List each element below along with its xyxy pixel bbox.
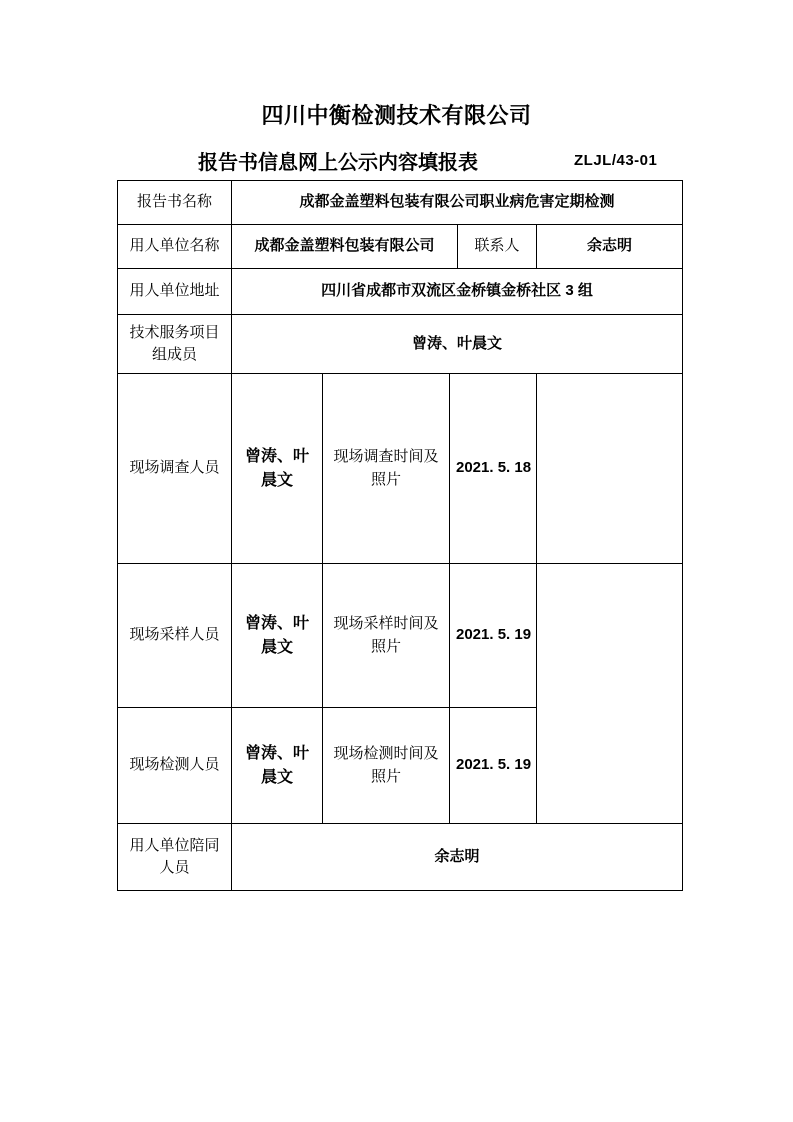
employer-address-value: 四川省成都市双流区金桥镇金桥社区 3 组 xyxy=(232,269,683,315)
employer-name-value: 成都金盖塑料包装有限公司 xyxy=(232,225,458,269)
employer-address-label: 用人单位地址 xyxy=(118,269,232,315)
table-row-employer-address xyxy=(118,269,683,315)
table-row-site-survey xyxy=(118,374,683,564)
contact-value: 余志明 xyxy=(537,225,683,269)
site-survey-time-label: 现场调查时间及照片 xyxy=(323,374,450,564)
escort-label: 用人单位陪同人员 xyxy=(118,824,232,891)
site-sampling-label: 现场采样人员 xyxy=(118,564,232,708)
project-team-label: 技术服务项目组成员 xyxy=(118,315,232,374)
contact-label: 联系人 xyxy=(458,225,537,269)
employer-name-label: 用人单位名称 xyxy=(118,225,232,269)
table-row-site-sampling xyxy=(118,564,683,708)
site-testing-label: 现场检测人员 xyxy=(118,708,232,824)
form-title-row xyxy=(198,146,657,175)
escort-value: 余志明 xyxy=(232,824,683,891)
site-sampling-time-label: 现场采样时间及照片 xyxy=(323,564,450,708)
site-survey-photo-cell xyxy=(537,374,683,564)
site-survey-personnel: 曾涛、叶晨文 xyxy=(232,374,323,564)
site-sampling-date: 2021. 5. 19 xyxy=(450,564,537,708)
site-testing-time-label: 现场检测时间及照片 xyxy=(323,708,450,824)
table-row-report-name xyxy=(118,181,683,225)
site-testing-personnel: 曾涛、叶晨文 xyxy=(232,708,323,824)
project-team-value: 曾涛、叶晨文 xyxy=(232,315,683,374)
form-code: ZLJL/43-01 xyxy=(574,152,658,169)
company-title: 四川中衡检测技术有限公司 xyxy=(261,103,532,128)
site-testing-date: 2021. 5. 19 xyxy=(450,708,537,824)
report-name-value: 成都金盖塑料包装有限公司职业病危害定期检测 xyxy=(232,181,683,225)
site-survey-date: 2021. 5. 18 xyxy=(450,374,537,564)
site-survey-label: 现场调查人员 xyxy=(118,374,232,564)
report-name-label: 报告书名称 xyxy=(118,181,232,225)
form-title: 报告书信息网上公示内容填报表 xyxy=(198,152,478,174)
site-sampling-personnel: 曾涛、叶晨文 xyxy=(232,564,323,708)
table-row-escort xyxy=(118,824,683,891)
table-row-employer-name xyxy=(118,225,683,269)
report-info-table xyxy=(117,180,683,891)
sampling-testing-photo-cell xyxy=(537,564,683,824)
table-row-project-team xyxy=(118,315,683,374)
